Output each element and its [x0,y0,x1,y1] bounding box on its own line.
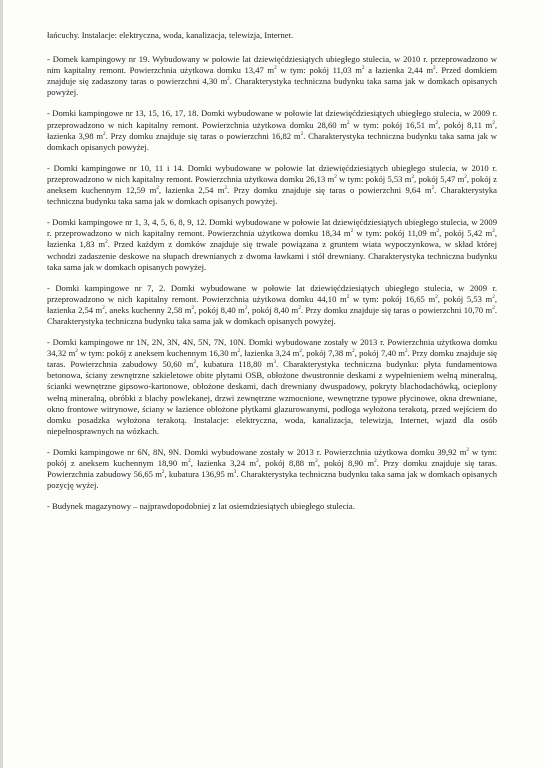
paragraph-cabin-19: - Domek kampingowy nr 19. Wybudowany w połowie lat dziewięćdziesiątych ubiegłego stulecia, w 2010 r. przeprowadzono w nim kapitalny remont. Powierzchnia użytkowa domku 13,47 $m^2$ w tym: pokój 11,03 $m^2$ a łazienka 2,44 $m^2$. Przed domkiem znajduje się zadaszony taras o powierzchni 4,30 $m^2$. Charakterystyka techniczna budynku taka sama jak w domkach opisanych powyżej. [47,54,498,98]
scan-edge [0,0,3,768]
paragraph-cabins-10-11-14: - Domki kampingowe nr 10, 11 i 14. Domki wybudowane w połowie lat dziewięćdziesiątych ubiegłego stulecia, w 2010 r. przeprowadzono w nich kapitalny remont. Powierzchnia użytkowa domku 26,13 $m^2$ w tym: pokój 5,53 $m^2$, pokój 5,47 $m^2$, pokój z aneksem kuchennym 12,59 $m^2$, łazienka 2,54 $m^2$. Przy domku znajduje się taras o powierzchni 9,64 $m^2$. Charakterystyka techniczna budynku taka sama jak w domkach opisanych powyżej. [47,162,497,207]
paragraph-cabins-7-2: - Domki kampingowe nr 7, 2. Domki wybudowane w połowie lat dziewięćdziesiątych ubiegłego stulecia, w 2009 r. przeprowadzono w nich kapitalny remont. Powierzchnia użytkowa domku 44,10 $m^2$ w tym: pokój 16,65 $m^2$, pokój 5,53 $m^2$, łazienka 2,54 $m^2$, aneks kuchenny 2,58 $m^2$, pokój 8,40 $m^2$, pokój 8,40 $m^2$. Przy domku znajduje się taras o powierzchni 10,70 $m^2$. Charakterystyka techniczna budynku taka sama jak w domkach opisanych powyżej. [47,282,497,326]
paragraph-installations-continued: łańcuchy. Instalacje: elektryczna, woda, kanalizacja, telewizja, Internet. [47,30,294,40]
paragraph-cabins-1n-to-10n: - Domki kampingowe nr 1N, 2N, 3N, 4N, 5N, 7N, 10N. Domki wybudowane zostały w 2013 r. Powierzchnia użytkowa domku 34,32 $m^2$ w tym: pokój z aneksem kuchennym 16,30 $m^2$, łazienka 3,24 $m^2$, pokój 7,38 $m^2$, pokój 7,40 $m^2$. Przy domku znajduje się taras. Powierzchnia zabudowy 50,60 $m^2$, kubatura 118,80 $m^3$. Charakterystyka techniczna budynku: płyta fundamentowa betonowa, ściany zewnętrzne szkieletowe obite płytami OSB, obłożone dwustronnie deskami z wypełnieniem wełną mineralną, ścianki wewnętrzne gipsowo-kartonowe, obłożone deskami, dach drewniany dwuspadowy, pokryty blachodachówką, ocieplony wełną mineralną, obróbki z blachy powlekanej, drzwi zewnętrzne wzmocnione, wewnętrzne typowe płycinowe, okna drewniane, okno frontowe witrynowe, ściany w łazience obłożone płytkami glazurowanymi, podłoga wyłożona terakotą, przed wejściem do domku posadzka wyłożona terakotą. Instalacje: elektryczna, woda, kanalizacja, telewizja, Internet, wjazd dla osób niepełnosprawnych na wózkach. [47,337,497,436]
paragraph-cabins-6n-8n-9n: - Domki kampingowe nr 6N, 8N, 9N. Domki wybudowane zostały w 2013 r. Powierzchnia użytkowa domku 39,92 $m^2$ w tym: pokój z aneksem kuchennym 18,90 $m^2$, łazienka 3,24 $m^2$, pokój 8,88 $m^2$, pokój 8,90 $m^2$. Przy domku znajduje się taras. Powierzchnia zabudowy 56,65 $m^2$, kubatura 136,95 $m^3$. Charakterystyka techniczna budynku taka sama jak w domkach opisanych pozycję wyżej. [47,446,498,491]
paragraph-cabins-1-3-4-5-6-8-9-12: - Domki kampingowe nr 1, 3, 4, 5, 6, 8, 9, 12. Domki wybudowane w połowie lat dziewięćdziesiątych ubiegłego stulecia, w 2009 r. przeprowadzono w nich kapitalny remont. Powierzchnia użytkowa domku 18,34 $m^2$ w tym: pokój 11,09 $m^2$, pokój 5,42 $m^2$, łazienka 1,83 $m^2$. Przed każdym z domków znajduje się trwale powiązana z gruntem wiata wypoczynkowa, w skład której wchodzi zadaszenie deskowe na słupach drewnianych z dwoma ławkami i stół drewniany. Charakterystyka techniczna budynku taka sama jak w domkach opisanych powyżej. [47,217,497,272]
paragraph-warehouse: - Budynek magazynowy – najprawdopodobniej z lat osiemdziesiątych ubiegłego stulecia. [47,501,355,512]
paragraph-cabins-13-15-16-17-18: - Domki kampingowe nr 13, 15, 16, 17, 18. Domki wybudowane w połowie lat dziewięćdziesiątych ubiegłego stulecia, w 2009 r. przeprowadzono w nich kapitalny remont. Powierzchnia użytkowa domku 28,60 $m^2$ w tym: pokój 16,51 $m^2$, pokój 8,11 $m^2$, łazienka 3,98 $m^2$. Przy domku znajduje się taras o powierzchni 16,82 $m^2$. Charakterystyka techniczna budynku taka sama jak w domkach opisanych powyżej. [47,108,497,152]
